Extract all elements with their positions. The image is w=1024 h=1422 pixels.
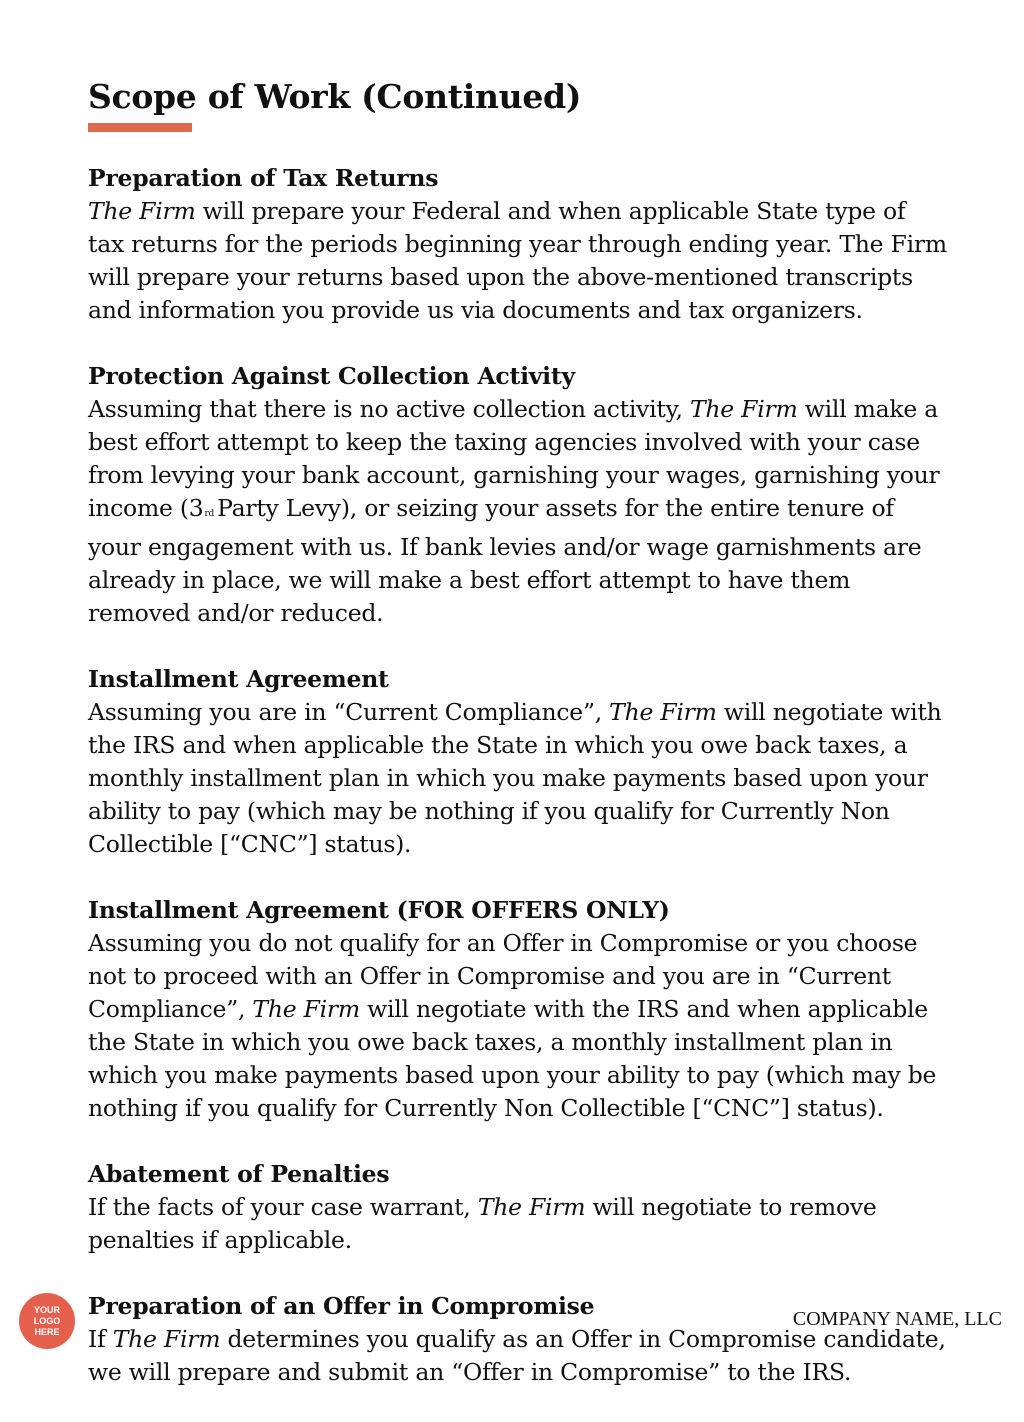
body-text: Assuming you are in “Current Compliance”, [88, 698, 610, 726]
section [88, 360, 948, 630]
document-body [88, 162, 948, 1422]
logo-line: YOUR [33, 1304, 60, 1315]
section-body [88, 393, 948, 630]
body-text: will negotiate to remove penalties if applicable. [88, 1193, 877, 1254]
section-body [88, 1191, 948, 1257]
section-heading: Protection Against Collection Activity [88, 362, 575, 390]
page-title: Scope of Work (Continued) [88, 77, 582, 116]
ordinal-suffix: rd [204, 509, 215, 519]
section-heading: Preparation of Tax Returns [88, 164, 439, 192]
section [88, 1158, 948, 1257]
section-heading: Installment Agreement (FOR OFFERS ONLY) [88, 896, 670, 924]
firm-name-emphasis: The Firm [609, 698, 717, 726]
body-text: Party Levy), or seizing your assets for the entire tenure of your engagement with us. If bank levies and/or wage garnishments are already in place, we will make a best effort attempt to have them removed and/or reduced. [88, 494, 922, 627]
title-accent-rule [88, 123, 192, 132]
firm-name-emphasis: The Firm [477, 1193, 586, 1221]
body-text: will negotiate with the IRS and when applicable the State in which you owe back taxes, a monthly installment plan in which you make payments based upon your ability to pay (which may be nothing if you qualify for Currently Non Collectible [“CNC”] status). [88, 698, 942, 858]
section [88, 894, 948, 1125]
company-name: COMPANY NAME, LLC [792, 1308, 1002, 1330]
body-text: will make a best effort attempt to keep the taxing agencies involved with your case from levying your bank account, garnishing your wages, garnishing your income (3 [88, 395, 940, 522]
section-heading: Installment Agreement [88, 665, 389, 693]
firm-name-emphasis: The Firm [112, 1325, 221, 1353]
section [88, 663, 948, 861]
logo-line: LOGO [33, 1315, 61, 1326]
body-text: If [88, 1325, 113, 1353]
body-text: Assuming that there is no active collection activity, [88, 395, 690, 423]
body-text: will negotiate with the IRS and when applicable the State in which you owe back taxes, a monthly installment plan in which you make payments based upon your ability to pay (which may be nothing if you qualify for Currently Non Collectible [“CNC”] status). [88, 995, 937, 1122]
logo-line: HERE [34, 1326, 60, 1337]
section-body [88, 1323, 948, 1389]
firm-name-emphasis: The Firm [689, 395, 798, 423]
body-text: If the facts of your case warrant, [88, 1193, 478, 1221]
company-logo [19, 1293, 75, 1349]
body-text: Assuming you do not qualify for an Offer in Compromise or you choose not to proceed with an Offer in Compromise and you are in “Current Compliance”, [88, 929, 918, 1023]
section-heading: Abatement of Penalties [88, 1160, 390, 1188]
section [88, 162, 948, 327]
section-body [88, 696, 948, 861]
section-body [88, 195, 948, 327]
firm-name-emphasis: The Firm [252, 995, 360, 1023]
body-text: will prepare your Federal and when applicable State type of tax returns for the periods beginning year through ending year. The Firm will prepare your returns based upon the above-mentioned transcripts and information you provide us via documents and tax organizers. [88, 197, 947, 324]
section [88, 1290, 948, 1389]
section-body [88, 927, 948, 1125]
section-heading: Preparation of an Offer in Compromise [88, 1292, 595, 1320]
firm-name-emphasis: The Firm [88, 197, 196, 225]
body-text: determines you qualify as an Offer in Compromise candidate, we will prepare and submit an “Offer in Compromise” to the IRS. [88, 1325, 946, 1386]
